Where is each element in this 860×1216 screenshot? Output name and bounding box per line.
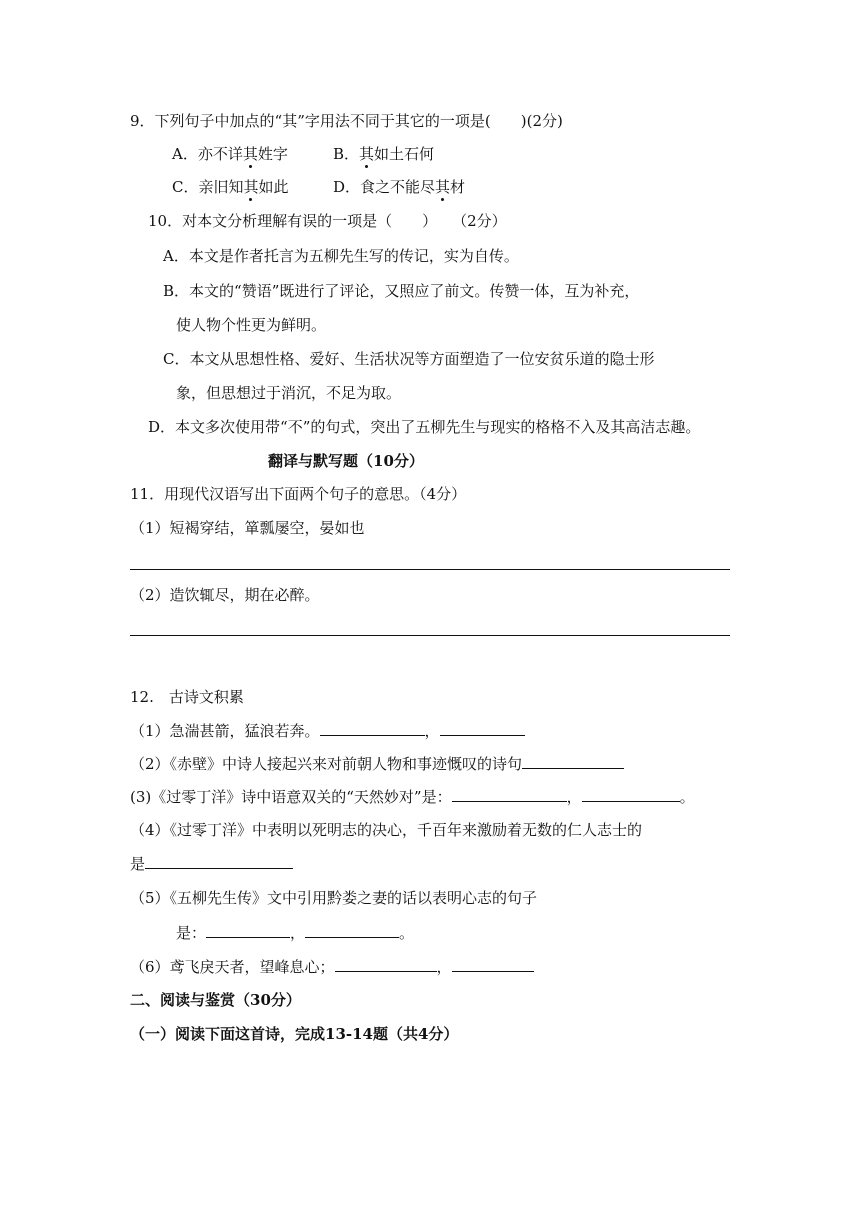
- q12-item-4-blank[interactable]: [145, 852, 293, 869]
- q12-item-3-text: (3)《过零丁洋》诗中语意双关的“天然妙对”是：: [130, 788, 452, 806]
- q9-d-dotted-char: 其: [435, 178, 451, 196]
- q10-stem: 10．对本文分析理解有误的一项是（ ） （2分）: [148, 212, 507, 230]
- q11-sentence-2: （2）造饮辄尽，期在必醉。: [130, 586, 320, 604]
- q9-d-text-post: 材: [450, 178, 466, 196]
- q9-a-dotted-char: 其: [242, 145, 258, 163]
- q12-item-5-blank-b[interactable]: [305, 921, 399, 938]
- q12-item-4-line1: （4）《过零丁洋》中表明以死明志的决心，千百年来激励着无数的仁人志士的: [130, 821, 643, 839]
- q11-answer-line-2[interactable]: [130, 635, 730, 636]
- q11-answer-line-1[interactable]: [130, 569, 730, 570]
- q9-a-text-post: 姓字: [257, 145, 288, 163]
- q12-item-1-blank-a[interactable]: [320, 719, 425, 736]
- q10-option-d: D．本文多次使用带“不”的句式，突出了五柳先生与现实的格格不入及其高洁志趣。: [148, 418, 701, 436]
- q12-item-6-text: （6）鸢飞戾天者，望峰息心；: [130, 958, 335, 976]
- q10-option-b-line1: B．本文的“赞语”既进行了评论，又照应了前文。传赞一体，互为补充，: [163, 282, 640, 300]
- q9-b-dotted-char: 其: [359, 145, 375, 163]
- q11-stem: 11．用现代汉语写出下面两个句子的意思。（4分）: [130, 485, 467, 503]
- section-heading-translate: 翻译与默写题（10分）: [268, 452, 424, 470]
- q11-sentence-1: （1）短褐穿结，箪瓢屡空，晏如也: [130, 519, 365, 537]
- q9-b-text: B．: [333, 145, 360, 163]
- period: 。: [399, 924, 415, 942]
- q12-item-4-line2: [130, 852, 293, 875]
- q12-item-2: [130, 752, 624, 775]
- q12-item-5-blank-a[interactable]: [206, 921, 290, 938]
- q12-item-3: [130, 785, 695, 808]
- q10-option-c-line2: 象，但思想过于消沉，不足为取。: [176, 384, 402, 402]
- comma: ，: [424, 722, 440, 740]
- q9-option-d: [333, 176, 465, 198]
- q12-item-1-text: （1）急湍甚箭，猛浪若奔。: [130, 722, 320, 740]
- q12-item-3-blank-a[interactable]: [452, 785, 567, 802]
- q12-item-3-blank-b[interactable]: [582, 785, 680, 802]
- q10-option-b-line2: 使人物个性更为鲜明。: [176, 316, 327, 334]
- q12-item-6-blank-a[interactable]: [335, 955, 437, 972]
- q12-item-1-blank-b[interactable]: [440, 719, 525, 736]
- q9-b-text-post: 如土石何: [374, 145, 435, 163]
- q9-option-b: [333, 143, 434, 165]
- comma: ，: [436, 958, 452, 976]
- q10-option-a: A．本文是作者托言为五柳先生写的传记，实为自传。: [163, 247, 519, 265]
- q12-item-2-blank[interactable]: [522, 752, 624, 769]
- period: 。: [679, 788, 695, 806]
- q9-option-a: [172, 143, 288, 165]
- section-heading-reading: 二、阅读与鉴赏（30分）: [130, 991, 301, 1009]
- q10-option-c-line1: C．本文从思想性格、爱好、生活状况等方面塑造了一位安贫乐道的隐士形: [163, 350, 655, 368]
- q12-stem: 12. 古诗文积累: [130, 688, 244, 706]
- q9-option-c: [172, 176, 289, 198]
- q12-item-5-line2: [176, 921, 414, 944]
- q9-c-dotted-char: 其: [243, 178, 259, 196]
- q12-item-2-text: （2）《赤壁》中诗人接起兴来对前朝人物和事迹慨叹的诗句: [130, 755, 523, 773]
- q12-item-5-line1: （5）《五柳先生传》文中引用黔娄之妻的话以表明心志的句子: [130, 889, 538, 907]
- q12-item-6: [130, 955, 534, 978]
- q9-a-text: A．亦不详: [172, 145, 243, 163]
- q9-stem: 9．下列句子中加点的“其”字用法不同于其它的一项是( )(2分): [130, 112, 563, 130]
- q12-item-4-text: 是: [130, 855, 146, 873]
- q12-item-5-text: 是：: [176, 924, 207, 942]
- comma: ，: [290, 924, 306, 942]
- q9-d-text: D．食之不能尽: [333, 178, 436, 196]
- q9-c-text: C．亲旧知: [172, 178, 244, 196]
- section-heading-reading-part1: （一）阅读下面这首诗，完成13-14题（共4分）: [130, 1025, 459, 1043]
- q12-item-6-blank-b[interactable]: [452, 955, 534, 972]
- q12-item-1: [130, 719, 525, 742]
- q9-c-text-post: 如此: [258, 178, 289, 196]
- comma: ，: [566, 788, 582, 806]
